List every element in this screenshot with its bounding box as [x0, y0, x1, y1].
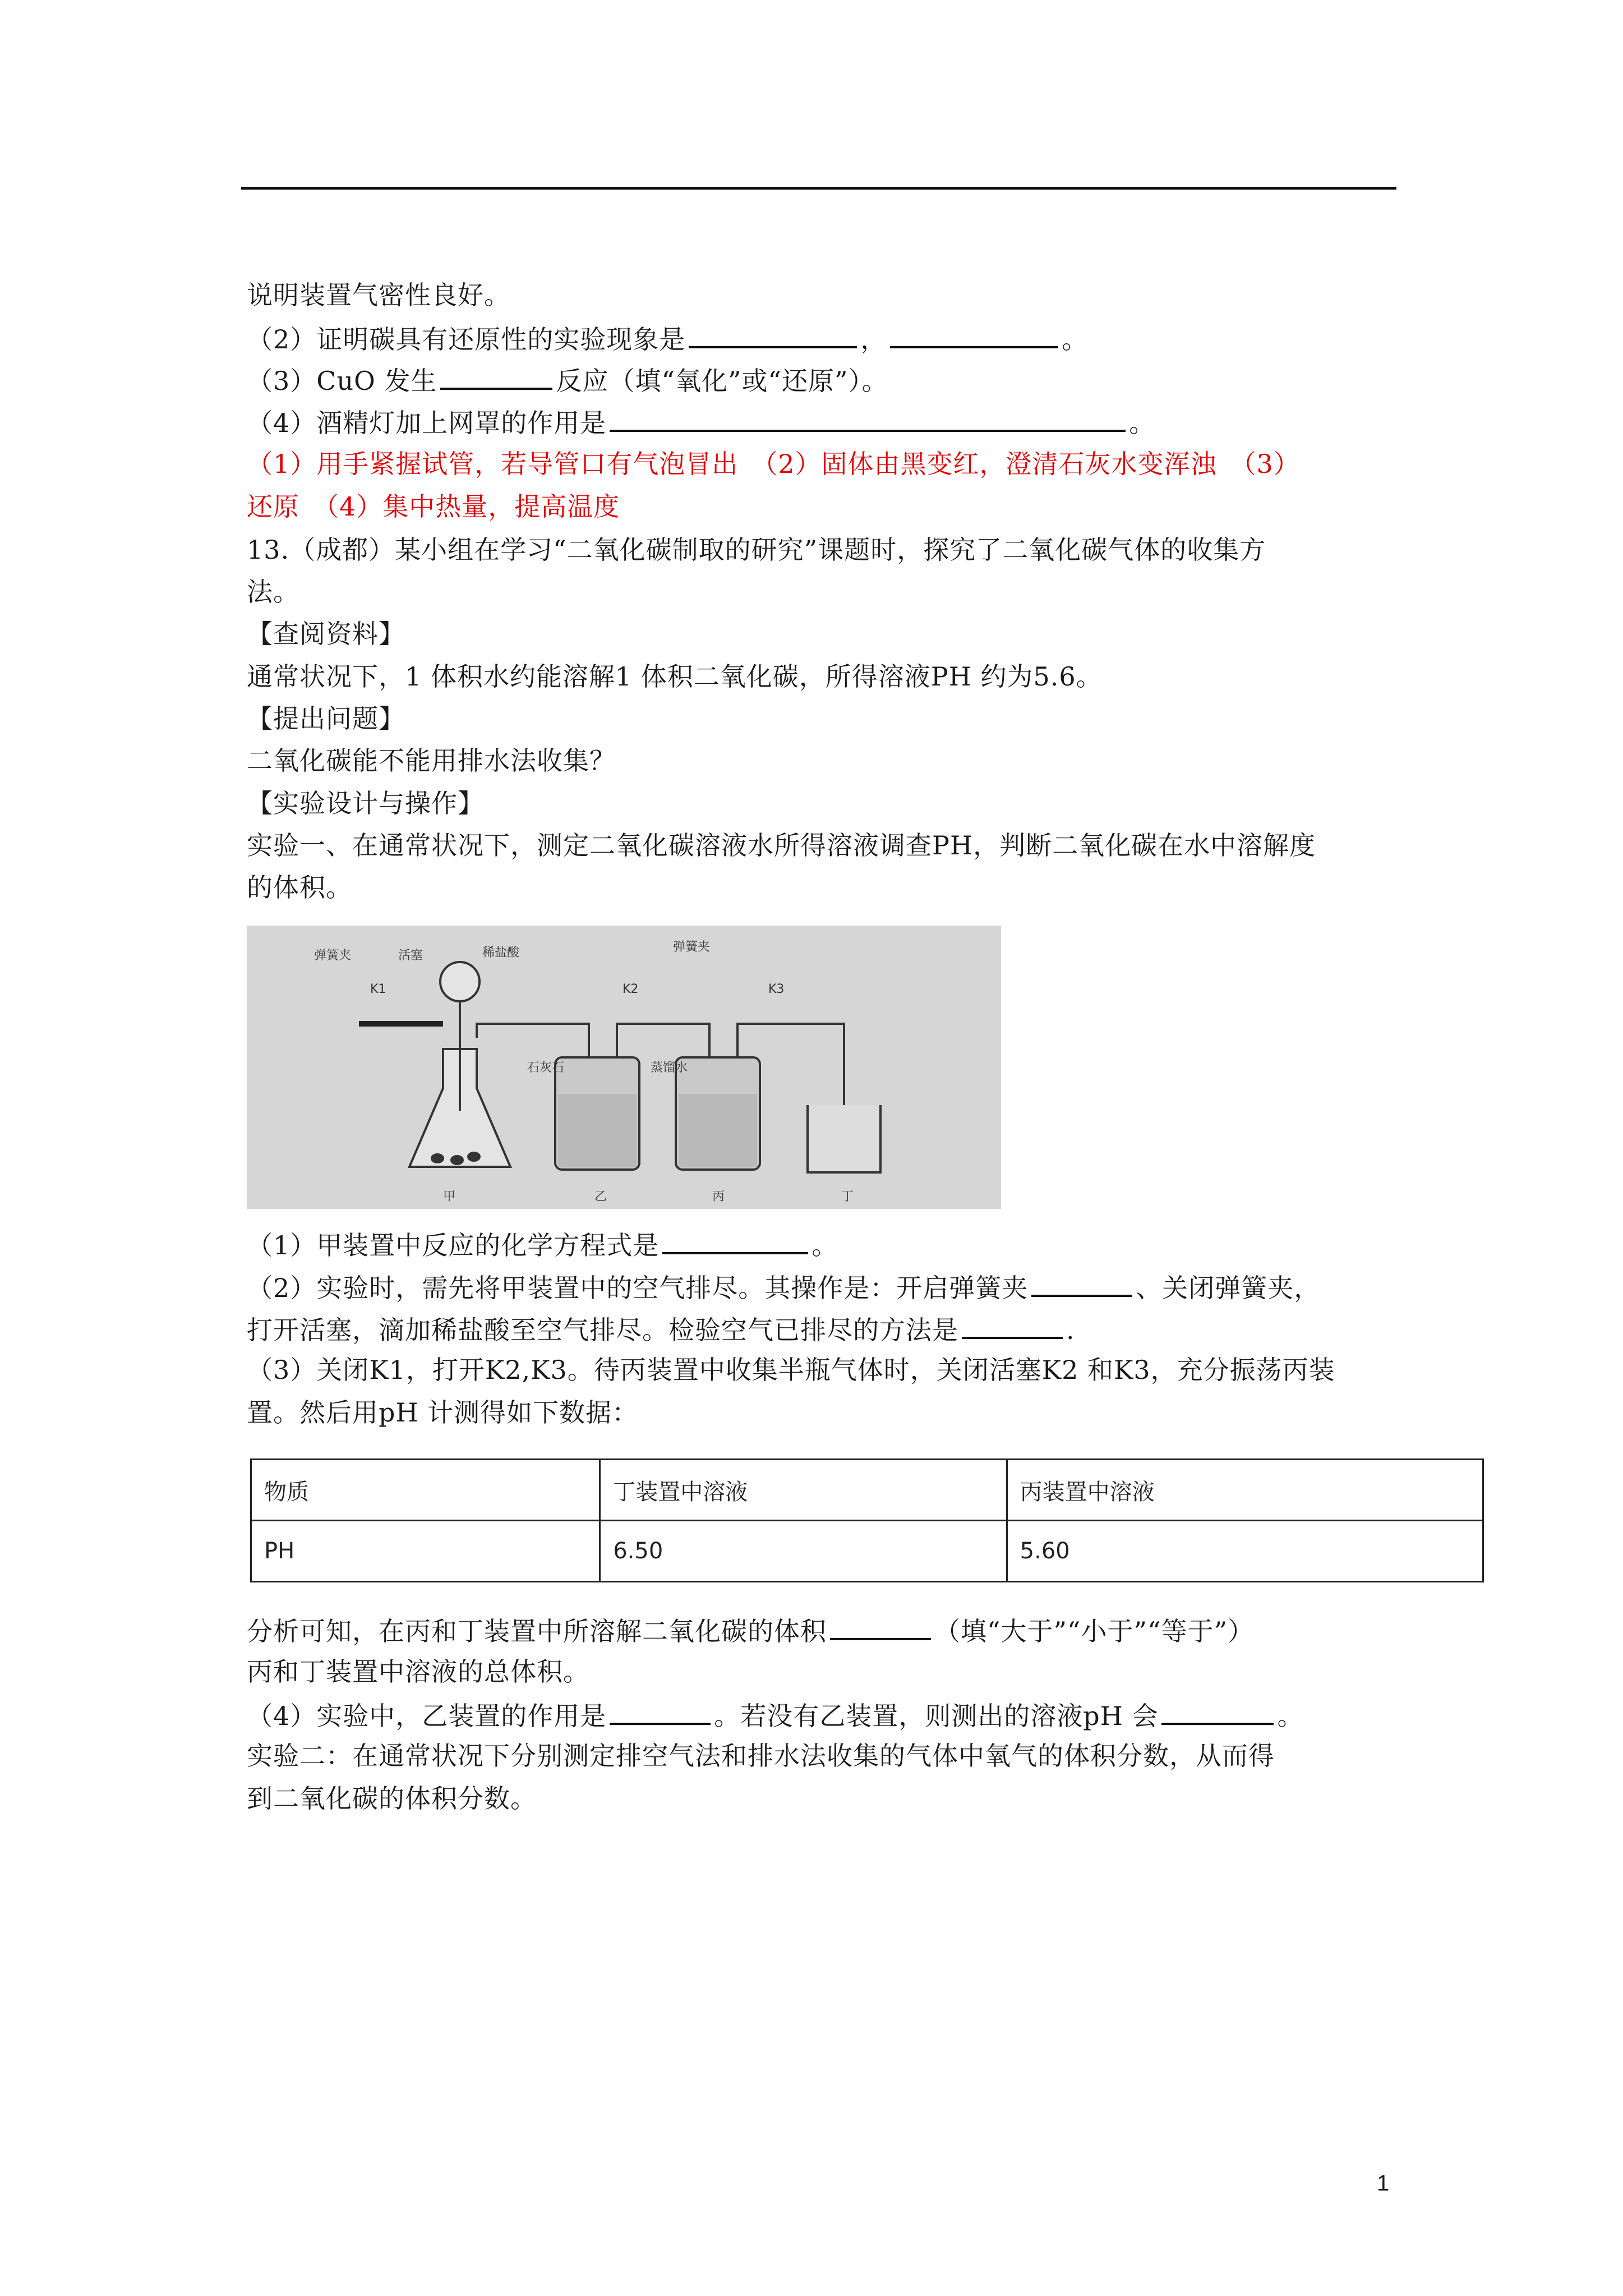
- table-cell: 物质: [251, 1460, 600, 1521]
- sub-question-1: （1）甲装置中反应的化学方程式是 。: [247, 1226, 838, 1262]
- section-heading: 【提出问题】: [247, 703, 405, 734]
- figure-label: 蒸馏水: [651, 1061, 688, 1075]
- figure-label: 稀盐酸: [482, 946, 520, 960]
- answer-blank[interactable]: [1031, 1269, 1132, 1297]
- sub-question-3: （3）关闭K1，打开K2,K3。待丙装置中收集半瓶气体时，关闭活塞K2 和K3，充分振荡丙装: [247, 1355, 1335, 1385]
- limestone-lump: [467, 1152, 481, 1162]
- question-13: 13.（成都）某小组在学习“二氧化碳制取的研究”课题时，探究了二氧化碳气体的收集方: [247, 535, 1266, 565]
- question-4: （4）酒精灯加上网罩的作用是 。: [247, 404, 1155, 440]
- figure-label: 甲: [443, 1190, 456, 1204]
- figure-label: 弹簧夹: [314, 949, 352, 963]
- answer-line: （1）用手紧握试管，若导管口有气泡冒出 （2）固体由黑变红，澄清石灰水变浑浊 （3）: [247, 449, 1300, 479]
- page-number: 1: [1377, 2171, 1390, 2196]
- figure-label: 乙: [594, 1190, 607, 1204]
- section-heading: 【查阅资料】: [247, 619, 405, 649]
- figure-label: K1: [370, 982, 386, 996]
- text-line: 实验一、在通常状况下，测定二氧化碳溶液水所得溶液调查PH，判断二氧化碳在水中溶解度: [247, 830, 1316, 861]
- text-line: 说明装置气密性良好。: [247, 280, 510, 310]
- beaker-ding: [808, 1105, 880, 1172]
- limestone-lump: [431, 1153, 444, 1163]
- answer-blank[interactable]: [689, 320, 857, 348]
- text-line: 的体积。: [247, 872, 352, 903]
- funnel-bulb: [440, 962, 479, 1001]
- sub-question-2: （2）实验时，需先将甲装置中的空气排尽。其操作是：开启弹簧夹 、关闭弹簧夹，: [247, 1269, 1320, 1305]
- answer-line: 还原 （4）集中热量，提高温度: [247, 491, 620, 522]
- figure-label: 活塞: [398, 949, 423, 963]
- question-2: （2）证明碳具有还原性的实验现象是 ， 。: [247, 320, 1088, 356]
- water-bing: [679, 1094, 757, 1167]
- question-3: （3）CuO 发生 反应（填“氧化”或“还原”）。: [247, 362, 888, 398]
- text-line: 到二氧化碳的体积分数。: [247, 1783, 537, 1814]
- text-line: 通常状况下，1 体积水约能溶解1 体积二氧化碳，所得溶液PH 约为5.6。: [247, 661, 1103, 692]
- answer-blank[interactable]: [440, 362, 552, 390]
- table-cell: 丙装置中溶液: [1007, 1460, 1483, 1521]
- answer-blank[interactable]: [962, 1311, 1063, 1339]
- text-line: 法。: [247, 577, 299, 607]
- table-row: [251, 1521, 1483, 1582]
- analysis-line: 分析可知，在丙和丁装置中所溶解二氧化碳的体积 （填“大于”“小于”“等于”）: [247, 1612, 1254, 1648]
- table-cell: PH: [251, 1521, 600, 1582]
- ph-table: [250, 1458, 1484, 1582]
- text-line: 置。然后用pH 计测得如下数据：: [247, 1397, 639, 1428]
- limestone-lump: [450, 1155, 464, 1165]
- table-cell: 5.60: [1007, 1521, 1483, 1582]
- figure-label: K3: [768, 982, 785, 996]
- text-line: 二氧化碳能不能用排水法收集？: [247, 746, 616, 776]
- glass-tube: [617, 1024, 709, 1057]
- answer-blank[interactable]: [830, 1612, 931, 1640]
- text-line: 丙和丁装置中溶液的总体积。: [247, 1657, 589, 1687]
- experiment-2: 实验二：在通常状况下分别测定排空气法和排水法收集的气体中氧气的体积分数，从而得: [247, 1741, 1275, 1771]
- apparatus-figure: [247, 926, 1001, 1209]
- header-rule: [241, 187, 1396, 190]
- figure-label: 弹簧夹: [673, 940, 711, 954]
- sub-question-4: （4）实验中，乙装置的作用是 。若没有乙装置，则测出的溶液pH 会 。: [247, 1697, 1303, 1733]
- figure-label: 石灰石: [527, 1061, 565, 1075]
- section-heading: 【实验设计与操作】: [247, 788, 484, 818]
- figure-label: 丙: [712, 1190, 725, 1204]
- table-cell: 丁装置中溶液: [600, 1460, 1007, 1521]
- figure-label: 丁: [841, 1190, 854, 1204]
- text-line: 打开活塞，滴加稀盐酸至空气排尽。检验空气已排尽的方法是 .: [247, 1311, 1075, 1347]
- water-yi: [558, 1094, 637, 1167]
- figure-label: K2: [623, 982, 639, 996]
- table-header-row: [251, 1460, 1483, 1521]
- answer-blank[interactable]: [1161, 1697, 1274, 1725]
- glass-tube: [477, 1024, 589, 1057]
- table-cell: 6.50: [600, 1521, 1007, 1582]
- answer-blank[interactable]: [610, 1697, 711, 1725]
- answer-blank[interactable]: [610, 404, 1126, 432]
- answer-blank[interactable]: [890, 320, 1058, 348]
- apparatus-diagram: [247, 926, 1001, 1209]
- answer-blank[interactable]: [662, 1226, 808, 1254]
